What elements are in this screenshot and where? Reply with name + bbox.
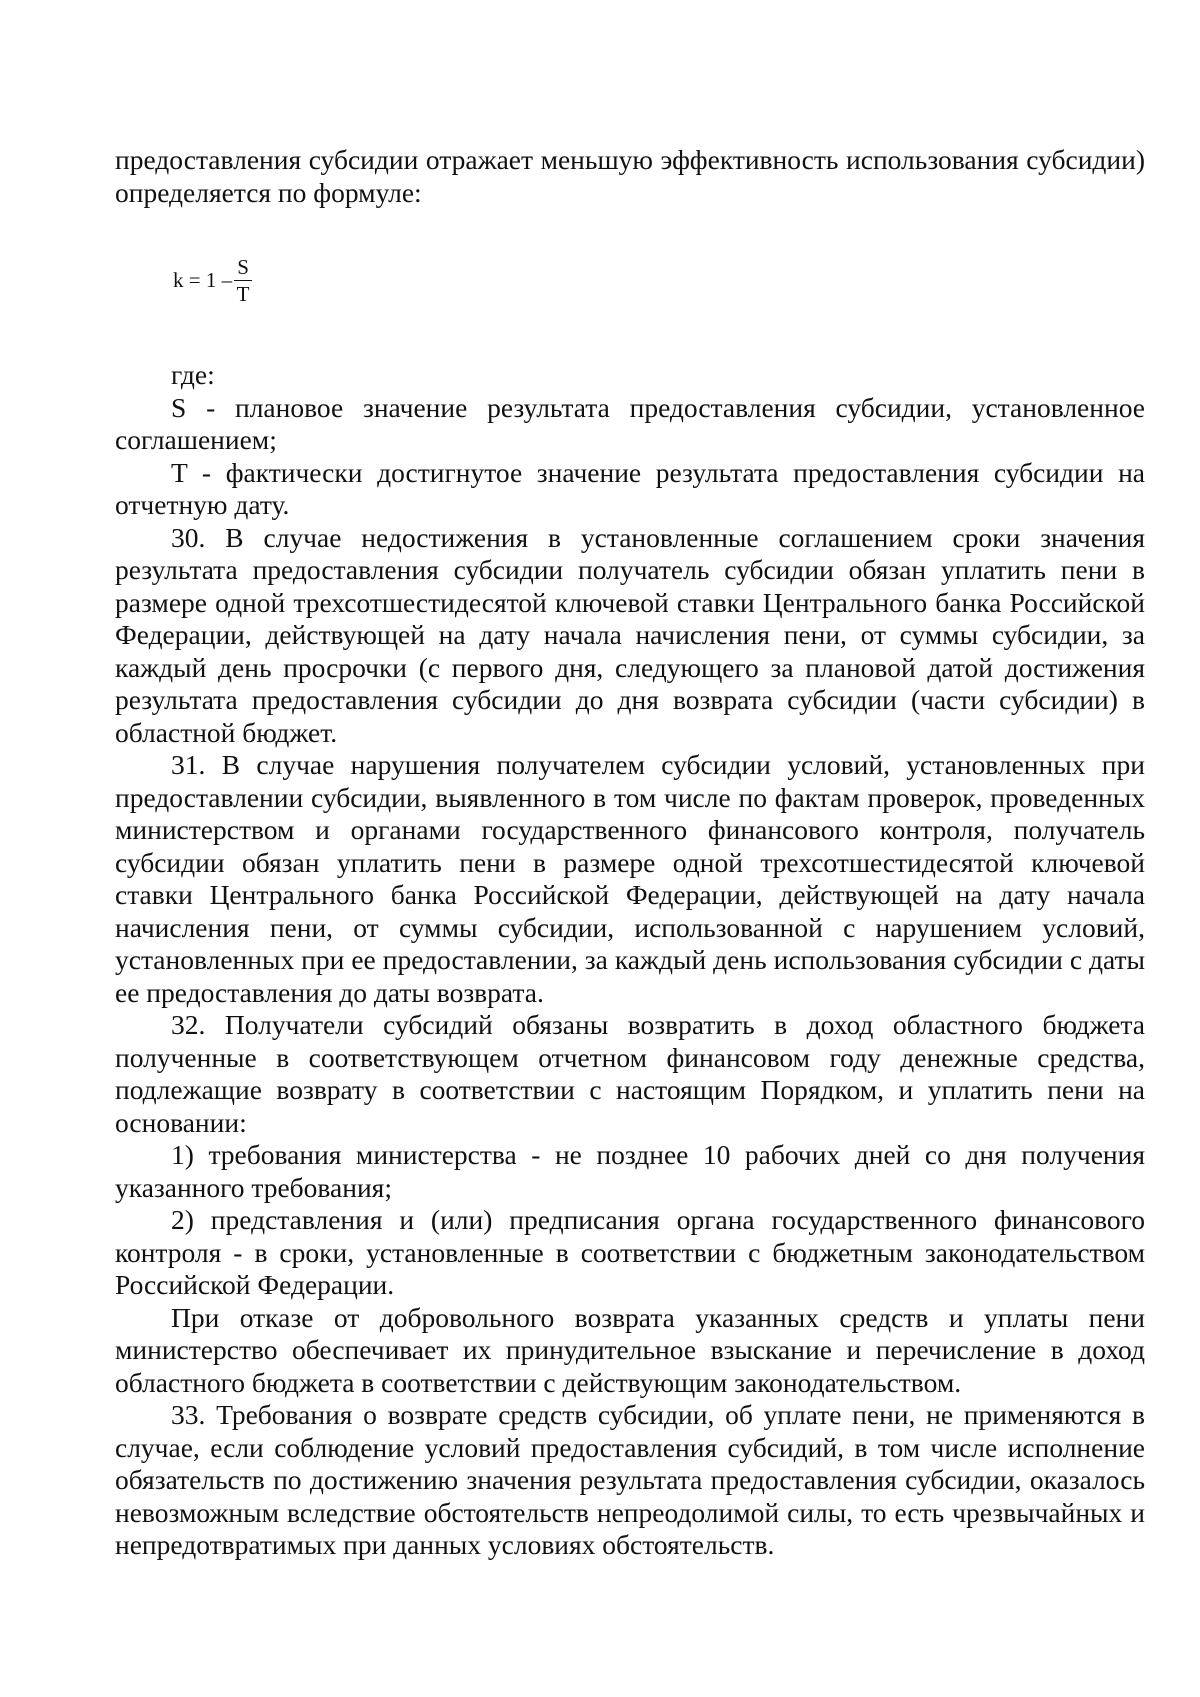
intro-paragraph: предоставления субсидии отражает меньшую эффективность использования субсидии) определяется по формуле:	[115, 144, 1145, 208]
paragraph-32-item-2: 2) представления и (или) предписания органа государственного финансового контроля - в сроки, установленные в соответствии с бюджетным законодательством Российской Федерации.	[115, 1204, 1145, 1300]
paragraph-s-definition: S - плановое значение результата предоставления субсидии, установленное соглашением;	[115, 391, 1145, 455]
formula-block	[115, 209, 1145, 359]
paragraph-31: 31. В случае нарушения получателем субсидии условий, установленных при предоставлении субсидии, выявленного в том числе по фактам проверок, проведенных министерством и органами государственного финансового контроля, получатель субсидии обязан уплатить пени в размере одной трехсотшестидесятой ключевой ставки Центрального банка Российской Федерации, действующей на дату начала начисления пени, от суммы субсидии, использованной с нарушением условий, установленных при ее предоставлении, за каждый день использования субсидии с даты ее предоставления до даты возврата.	[115, 749, 1145, 1008]
formula	[173, 249, 252, 311]
formula-fraction	[234, 254, 252, 307]
paragraph-30: 30. В случае недостижения в установленные соглашением сроки значения результата предоставления субсидии получатель субсидии обязан уплатить пени в размере одной трехсотшестидесятой ключевой ставки Центрального банка Российской Федерации, действующей на дату начала начисления пени, от суммы субсидии, за каждый день просрочки (с первого дня, следующего за плановой датой достижения результата предоставления субсидии до дня возврата субсидии (части субсидии) в областной бюджет.	[115, 521, 1145, 748]
paragraph-32: 32. Получатели субсидий обязаны возвратить в доход областного бюджета полученные в соответствующем отчетном финансовом году денежные средства, подлежащие возврату в соответствии с настоящим Порядком, и уплатить пени на основании:	[115, 1009, 1145, 1138]
paragraph-refusal: При отказе от добровольного возврата указанных средств и уплаты пени министерство обеспечивает их принудительное взыскание и перечисление в доход областного бюджета в соответствии с действующим законодательством.	[115, 1301, 1145, 1398]
paragraph-where: где:	[171, 359, 215, 390]
formula-numerator: S	[237, 254, 249, 279]
paragraph-32-item-1: 1) требования министерства - не позднее 10 рабочих дней со дня получения указанного требования;	[115, 1139, 1145, 1203]
paragraph-t-definition: T - фактически достигнутое значение результата предоставления субсидии на отчетную дату.	[115, 456, 1145, 520]
document-body	[115, 144, 1145, 1562]
formula-lhs: k = 1 –	[173, 267, 233, 292]
paragraph-33: 33. Требования о возврате средств субсидии, об уплате пени, не применяются в случае, если соблюдение условий предоставления субсидий, в том числе исполнение обязательств по достижению значения результата предоставления субсидии, оказалось невозможным вследствие обстоятельств непреодолимой силы, то есть чрезвычайных и непредотвратимых при данных условиях обстоятельств.	[115, 1399, 1145, 1560]
formula-denominator: T	[236, 281, 250, 306]
